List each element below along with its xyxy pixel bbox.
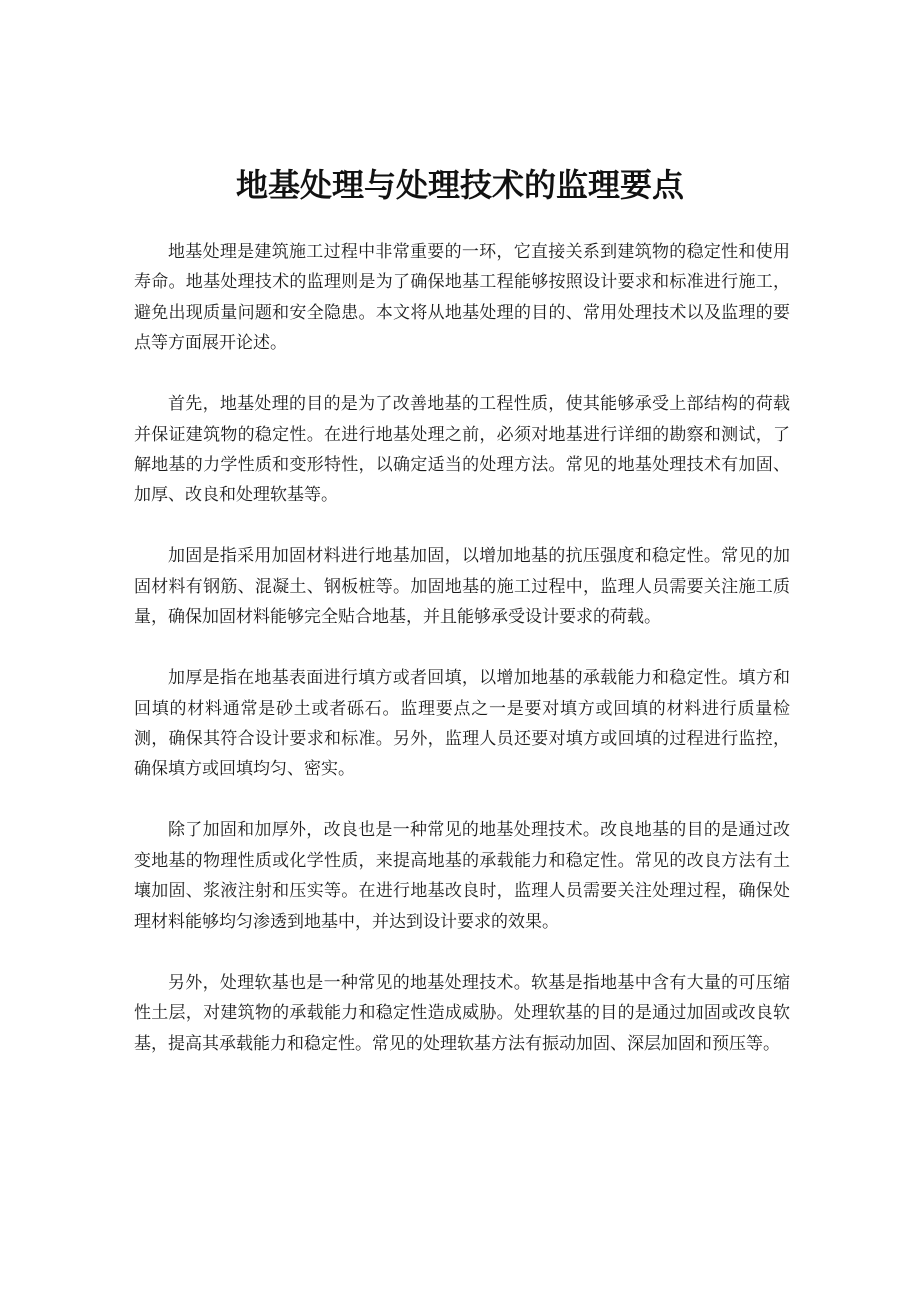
paragraph-1: 地基处理是建筑施工过程中非常重要的一环，它直接关系到建筑物的稳定性和使用寿命。地基处理技术的监理则是为了确保地基工程能够按照设计要求和标准进行施工，避免出现质量问题和安全隐患。本文将从地基处理的目的、常用处理技术以及监理的要点等方面展开论述。 (134, 242, 790, 354)
document-title: 地基处理与处理技术的监理要点 (235, 166, 684, 204)
paragraph-2: 首先，地基处理的目的是为了改善地基的工程性质，使其能够承受上部结构的荷载并保证建筑物的稳定性。在进行地基处理之前，必须对地基进行详细的勘察和测试，了解地基的力学性质和变形特性，以确定适当的处理方法。常见的地基处理技术有加固、加厚、改良和处理软基等。 (134, 394, 790, 506)
paragraph-4: 加厚是指在地基表面进行填方或者回填，以增加地基的承载能力和稳定性。填方和回填的材料通常是砂土或者砾石。监理要点之一是要对填方或回填的材料进行质量检测，确保其符合设计要求和标准。另外，监理人员还要对填方或回填的过程进行监控，确保填方或回填均匀、密实。 (134, 668, 790, 780)
paragraph-3: 加固是指采用加固材料进行地基加固，以增加地基的抗压强度和稳定性。常见的加固材料有钢筋、混凝土、钢板桩等。加固地基的施工过程中，监理人员需要关注施工质量，确保加固材料能够完全贴合地基，并且能够承受设计要求的荷载。 (134, 546, 790, 628)
paragraph-6: 另外，处理软基也是一种常见的地基处理技术。软基是指地基中含有大量的可压缩性土层，对建筑物的承载能力和稳定性造成威胁。处理软基的目的是通过加固或改良软基，提高其承载能力和稳定性。常见的处理软基方法有振动加固、深层加固和预压等。 (134, 972, 790, 1054)
paragraph-5: 除了加固和加厚外，改良也是一种常见的地基处理技术。改良地基的目的是通过改变地基的物理性质或化学性质，来提高地基的承载能力和稳定性。常见的改良方法有土壤加固、浆液注射和压实等。在进行地基改良时，监理人员需要关注处理过程，确保处理材料能够均匀渗透到地基中，并达到设计要求的效果。 (134, 820, 790, 932)
document-body (134, 237, 790, 1090)
